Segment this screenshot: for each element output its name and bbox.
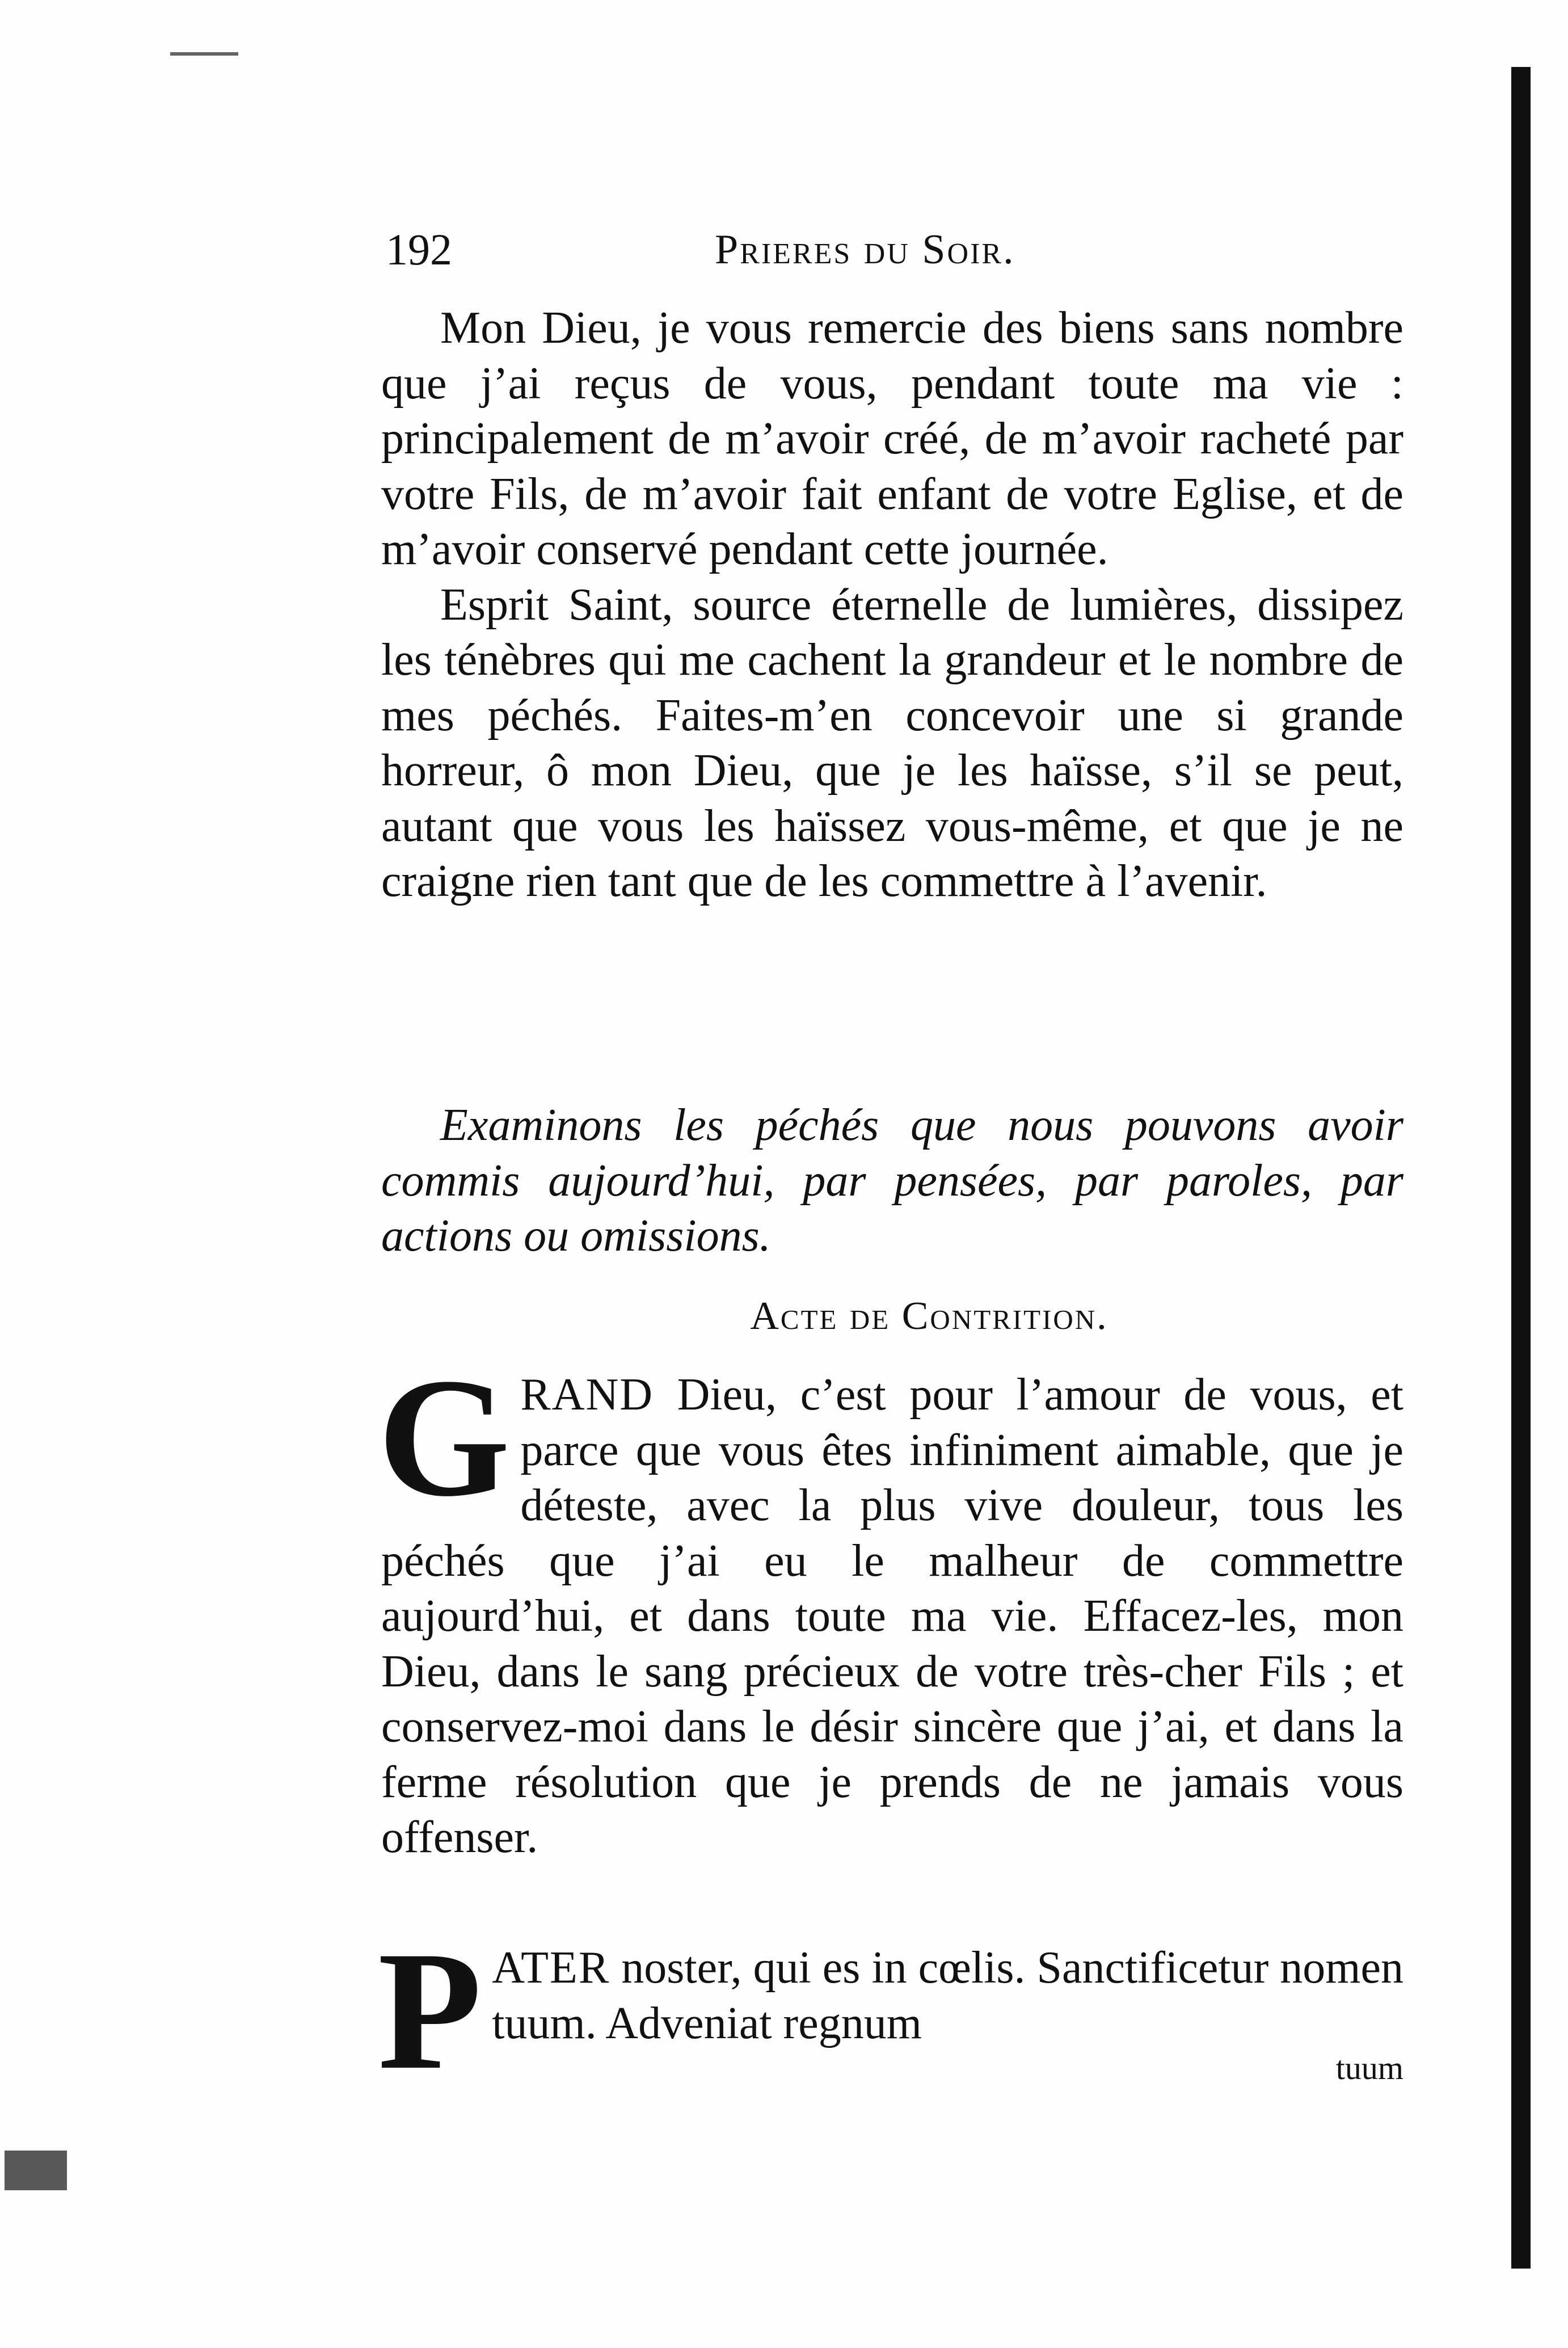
drop-cap-g: G [378,1343,511,1531]
catchword: tuum [1335,2050,1403,2086]
scan-smudge-left-edge [5,2151,67,2190]
running-title: Prieres du Soir. [715,226,1015,273]
pater-noster-text [378,1916,1403,2105]
section-heading-contrition: Acte de Contrition. [750,1294,1108,1338]
drop-cap-p: P [378,1916,482,2105]
scan-smudge-top-left [170,52,238,56]
evening-prayer-text [381,301,1403,910]
act-of-contrition-text [378,1343,1403,1866]
contrition-paragraph [378,1343,1403,1866]
pater-lead-word: ATER [492,1943,610,1993]
contrition-body: Dieu, c’est pour l’amour de vous, et parce que vous êtes infiniment aimable, que je déteste, avec la plus vive douleur, tous les péchés que j’ai eu le malheur de commettre aujourd’hui, et dans toute ma vie. Effacez-les, mon Dieu, dans le sang précieux de votre très-cher Fils ; et conservez-moi dans le désir sincère que j’ai, et dans la ferme résolution que je prends de ne jamais vous offenser. [381,1370,1403,1862]
pater-body: noster, qui es in cœlis. Sanctificetur nomen tuum. Adveniat regnum [492,1943,1403,2048]
page-edge-rule [1511,67,1531,2269]
examination-rubric [381,1098,1403,1264]
prayer-paragraph-holy-spirit: Esprit Saint, source éternelle de lumières, dissipez les ténèbres qui me cachent la grandeur et le nombre de mes péchés. Faites-m’en concevoir une si grande horreur, ô mon Dieu, que je les haïsse, s’il se peut, autant que vous les haïssez vous-même, et que je ne craigne rien tant que de les commettre à l’avenir. [381,579,1403,906]
prayer-paragraph-thanks: Mon Dieu, je vous remercie des biens sans nombre que j’ai reçus de vous, pendant toute ma vie : principalement de m’avoir créé, de m’avoir racheté par votre Fils, de m’avoir fait enfant de votre Eglise, et de m’avoir conservé pendant cette journée. [381,303,1403,574]
page-number: 192 [386,225,452,274]
pater-paragraph [378,1916,1403,2105]
rubric-text: Examinons les péchés que nous pouvons avoir commis aujourd’hui, par pensées, par paroles, par actions ou omissions. [381,1100,1403,1261]
running-header [386,221,1475,278]
contrition-lead-word: RAND [520,1370,654,1420]
